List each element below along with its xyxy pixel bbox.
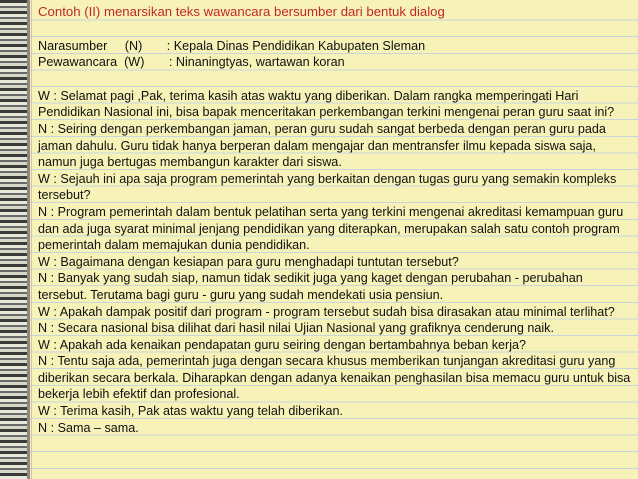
info-pewawancara xyxy=(38,54,632,71)
participant-info xyxy=(38,38,632,71)
dialog-line: N : Secara nasional bisa dilihat dari hasil nilai Ujian Nasional yang grafiknya cenderung naik. xyxy=(38,321,554,336)
dialog-line: N : Tentu saja ada, pemerintah juga dengan secara khusus memberikan tunjangan akreditasi guru yang diberikan secara berkala. Diharapkan dengan adanya kenaikan penghasilan bisa memacu guru untuk bisa bekerja lebih efektif dan profesional. xyxy=(38,354,631,402)
dialog-line: N : Seiring dengan perkembangan jaman, peran guru sudah sangat berbeda dengan peran guru pada jaman dahulu. Guru tidak hanya berperan dalam mengajar dan mentransfer ilmu kepada siswa saja, namun juga bertugas membangun karakter dari siswa. xyxy=(38,121,606,170)
document-content xyxy=(38,4,632,436)
dialog-line: W : Selamat pagi ,Pak, terima kasih atas waktu yang diberikan. Dalam rangka memperingati Hari Pendidikan Nasional ini, bisa bapak menceritakan perkembangan terkini mengenai peran guru saat ini? xyxy=(38,88,615,120)
info-value: : Kepala Dinas Pendidikan Kabupaten Sleman xyxy=(166,38,426,53)
info-label: Narasumber xyxy=(38,38,108,53)
dialog-line: W : Apakah ada kenaikan pendapatan guru seiring dengan bertambahnya beban kerja? xyxy=(38,337,527,352)
dialog-line: N : Program pemerintah dalam bentuk pelatihan serta yang terkini mengenai akreditasi kemampuan guru dan ada juga syarat minimal jenjang pendidikan yang diterapkan, merupakan salah satu contoh program pemerintah dalam memajukan dunia pendidikan. xyxy=(38,204,624,253)
info-value: : Ninaningtyas, wartawan koran xyxy=(168,55,345,70)
dialog-line: W : Sejauh ini apa saja program pemerintah yang berkaitan dengan tugas guru yang semakin kompleks tersebut? xyxy=(38,171,617,203)
dialog xyxy=(38,88,632,436)
info-narasumber xyxy=(38,38,632,55)
info-label: Pewawancara xyxy=(38,55,118,70)
info-code: (N) xyxy=(124,38,143,53)
dialog-line: N : Sama – sama. xyxy=(38,420,139,435)
info-code: (W) xyxy=(124,55,145,70)
dialog-line: N : Banyak yang sudah siap, namun tidak sedikit juga yang kaget dengan perubahan - perubahan tersebut. Terutama bagi guru - guru yang sudah mendekati usia pensiun. xyxy=(38,271,583,302)
dialog-line: W : Bagaimana dengan kesiapan para guru menghadapi tuntutan tersebut? xyxy=(38,254,459,269)
spiral-binding xyxy=(0,0,28,479)
document-title: Contoh (II) menarsikan teks wawancara bersumber dari bentuk dialog xyxy=(38,4,445,19)
margin-line xyxy=(31,0,32,479)
dialog-line: W : Apakah dampak positif dari program - program tersebut sudah bisa dirasakan atau minimal terlihat? xyxy=(38,304,615,319)
dialog-line: W : Terima kasih, Pak atas waktu yang telah diberikan. xyxy=(38,404,343,419)
